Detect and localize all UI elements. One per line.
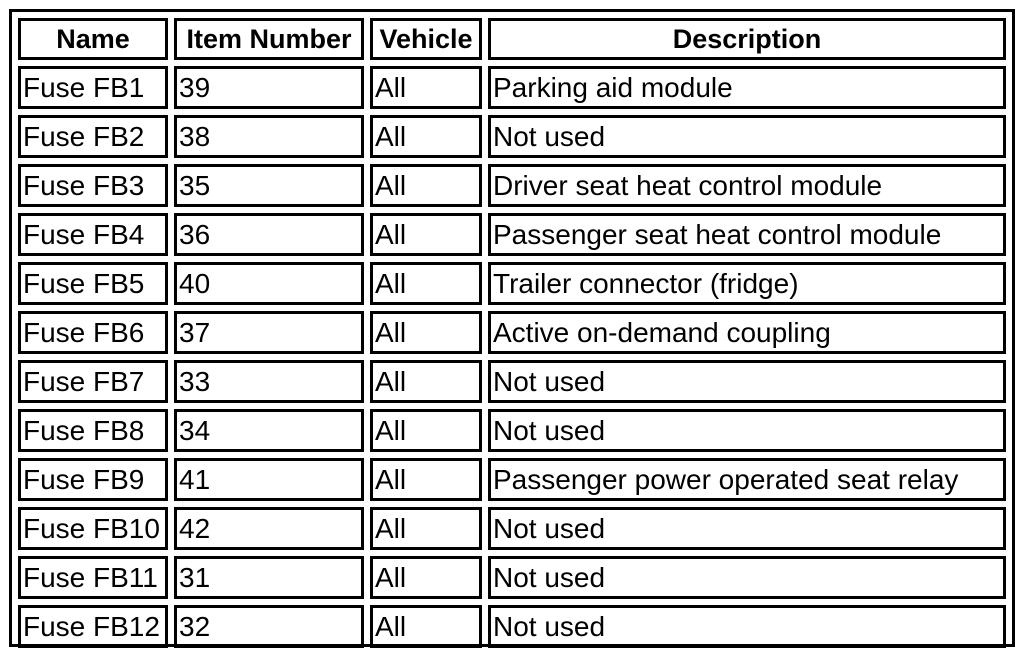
cell-vehicle: All: [370, 213, 482, 256]
cell-item-number: 37: [174, 311, 364, 354]
cell-vehicle: All: [370, 507, 482, 550]
cell-vehicle: All: [370, 115, 482, 158]
cell-vehicle: All: [370, 311, 482, 354]
cell-item-number: 36: [174, 213, 364, 256]
cell-description: Parking aid module: [488, 66, 1006, 109]
header-name: Name: [18, 18, 168, 60]
header-row: [18, 18, 1006, 60]
cell-description: Not used: [488, 115, 1006, 158]
table-row: [18, 556, 1006, 599]
cell-vehicle: All: [370, 262, 482, 305]
table-row: [18, 409, 1006, 452]
cell-name: Fuse FB10: [18, 507, 168, 550]
table-row: [18, 311, 1006, 354]
cell-description: Not used: [488, 360, 1006, 403]
table-row: [18, 213, 1006, 256]
cell-name: Fuse FB9: [18, 458, 168, 501]
table-row: [18, 458, 1006, 501]
cell-vehicle: All: [370, 66, 482, 109]
table-row: [18, 164, 1006, 207]
cell-description: Passenger seat heat control module: [488, 213, 1006, 256]
cell-item-number: 32: [174, 605, 364, 648]
cell-description: Not used: [488, 556, 1006, 599]
cell-name: Fuse FB6: [18, 311, 168, 354]
cell-name: Fuse FB1: [18, 66, 168, 109]
cell-item-number: 42: [174, 507, 364, 550]
header-vehicle: Vehicle: [370, 18, 482, 60]
cell-name: Fuse FB8: [18, 409, 168, 452]
cell-description: Not used: [488, 409, 1006, 452]
table-row: [18, 507, 1006, 550]
table-row: [18, 262, 1006, 305]
table-row: [18, 360, 1006, 403]
cell-item-number: 34: [174, 409, 364, 452]
cell-name: Fuse FB11: [18, 556, 168, 599]
cell-vehicle: All: [370, 458, 482, 501]
cell-description: Passenger power operated seat relay: [488, 458, 1006, 501]
cell-name: Fuse FB12: [18, 605, 168, 648]
header-item-number: Item Number: [174, 18, 364, 60]
cell-description: Not used: [488, 605, 1006, 648]
cell-description: Trailer connector (fridge): [488, 262, 1006, 305]
cell-item-number: 35: [174, 164, 364, 207]
table-row: [18, 605, 1006, 648]
cell-description: Active on-demand coupling: [488, 311, 1006, 354]
cell-item-number: 38: [174, 115, 364, 158]
fuse-table: [12, 12, 1012, 654]
cell-name: Fuse FB4: [18, 213, 168, 256]
cell-item-number: 41: [174, 458, 364, 501]
table-row: [18, 115, 1006, 158]
cell-item-number: 31: [174, 556, 364, 599]
cell-vehicle: All: [370, 605, 482, 648]
cell-name: Fuse FB7: [18, 360, 168, 403]
cell-name: Fuse FB2: [18, 115, 168, 158]
header-description: Description: [488, 18, 1006, 60]
cell-description: Not used: [488, 507, 1006, 550]
cell-item-number: 40: [174, 262, 364, 305]
cell-name: Fuse FB3: [18, 164, 168, 207]
cell-item-number: 39: [174, 66, 364, 109]
cell-description: Driver seat heat control module: [488, 164, 1006, 207]
cell-vehicle: All: [370, 360, 482, 403]
cell-vehicle: All: [370, 409, 482, 452]
cell-name: Fuse FB5: [18, 262, 168, 305]
cell-vehicle: All: [370, 164, 482, 207]
table-row: [18, 66, 1006, 109]
cell-vehicle: All: [370, 556, 482, 599]
cell-item-number: 33: [174, 360, 364, 403]
